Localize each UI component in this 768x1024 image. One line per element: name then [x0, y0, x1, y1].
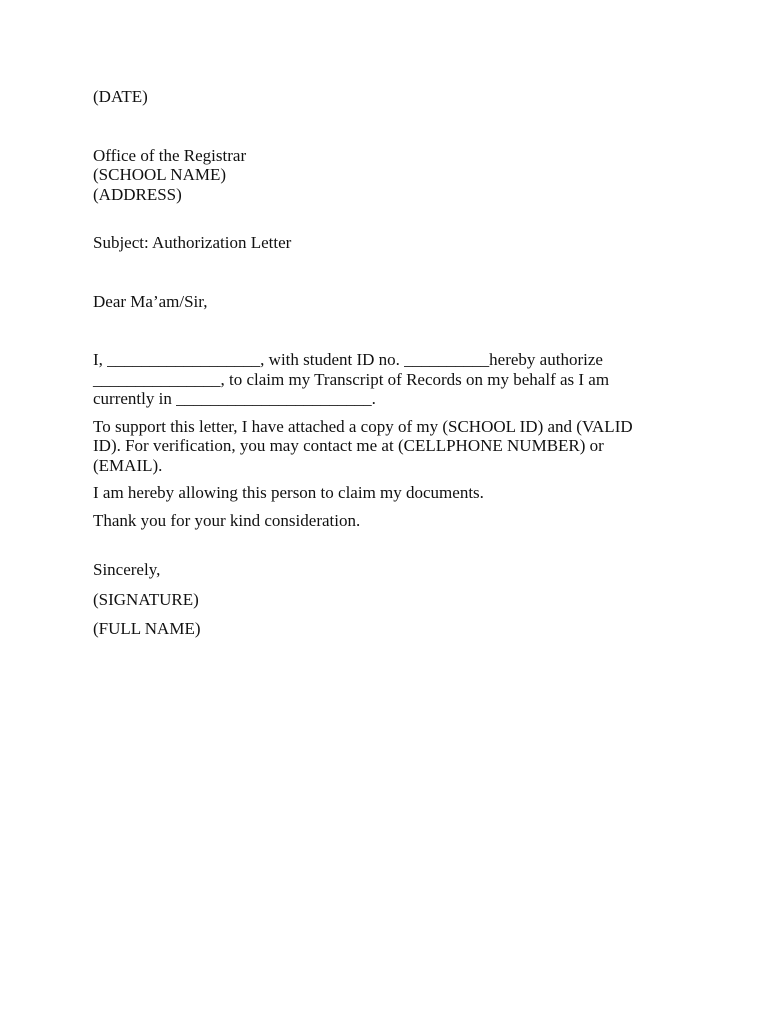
recipient-block: [93, 146, 683, 205]
letter-subject: Subject: Authorization Letter: [93, 233, 292, 252]
body-paragraph-authorization: [93, 350, 683, 409]
recipient-address: (ADDRESS): [93, 184, 182, 204]
body-paragraph-support: [93, 417, 683, 476]
letter-salutation: Dear Ma’am/Sir,: [93, 291, 208, 311]
paragraph-line: currently in _______________________.: [93, 389, 376, 408]
paragraph-line: ID). For verification, you may contact me at (CELLPHONE NUMBER) or: [93, 436, 604, 455]
recipient-school-name: (SCHOOL NAME): [93, 165, 227, 184]
paragraph-line: To support this letter, I have attached a copy of my (SCHOOL ID) and (VALID: [93, 416, 633, 436]
letter-closing: Sincerely,: [93, 560, 161, 579]
recipient-office: Office of the Registrar: [93, 145, 247, 165]
body-paragraph-allowing: I am hereby allowing this person to claim my documents.: [93, 483, 484, 502]
paragraph-line: _______________, to claim my Transcript of Records on my behalf as I am: [93, 369, 610, 389]
letter-full-name: (FULL NAME): [93, 619, 201, 638]
paragraph-line: I, __________________, with student ID no. __________hereby authorize: [93, 350, 603, 369]
letter-date: (DATE): [93, 87, 148, 106]
body-paragraph-thanks: Thank you for your kind consideration.: [93, 510, 361, 530]
paragraph-line: (EMAIL).: [93, 455, 163, 475]
letter-document: [93, 87, 683, 639]
letter-signature: (SIGNATURE): [93, 589, 199, 609]
